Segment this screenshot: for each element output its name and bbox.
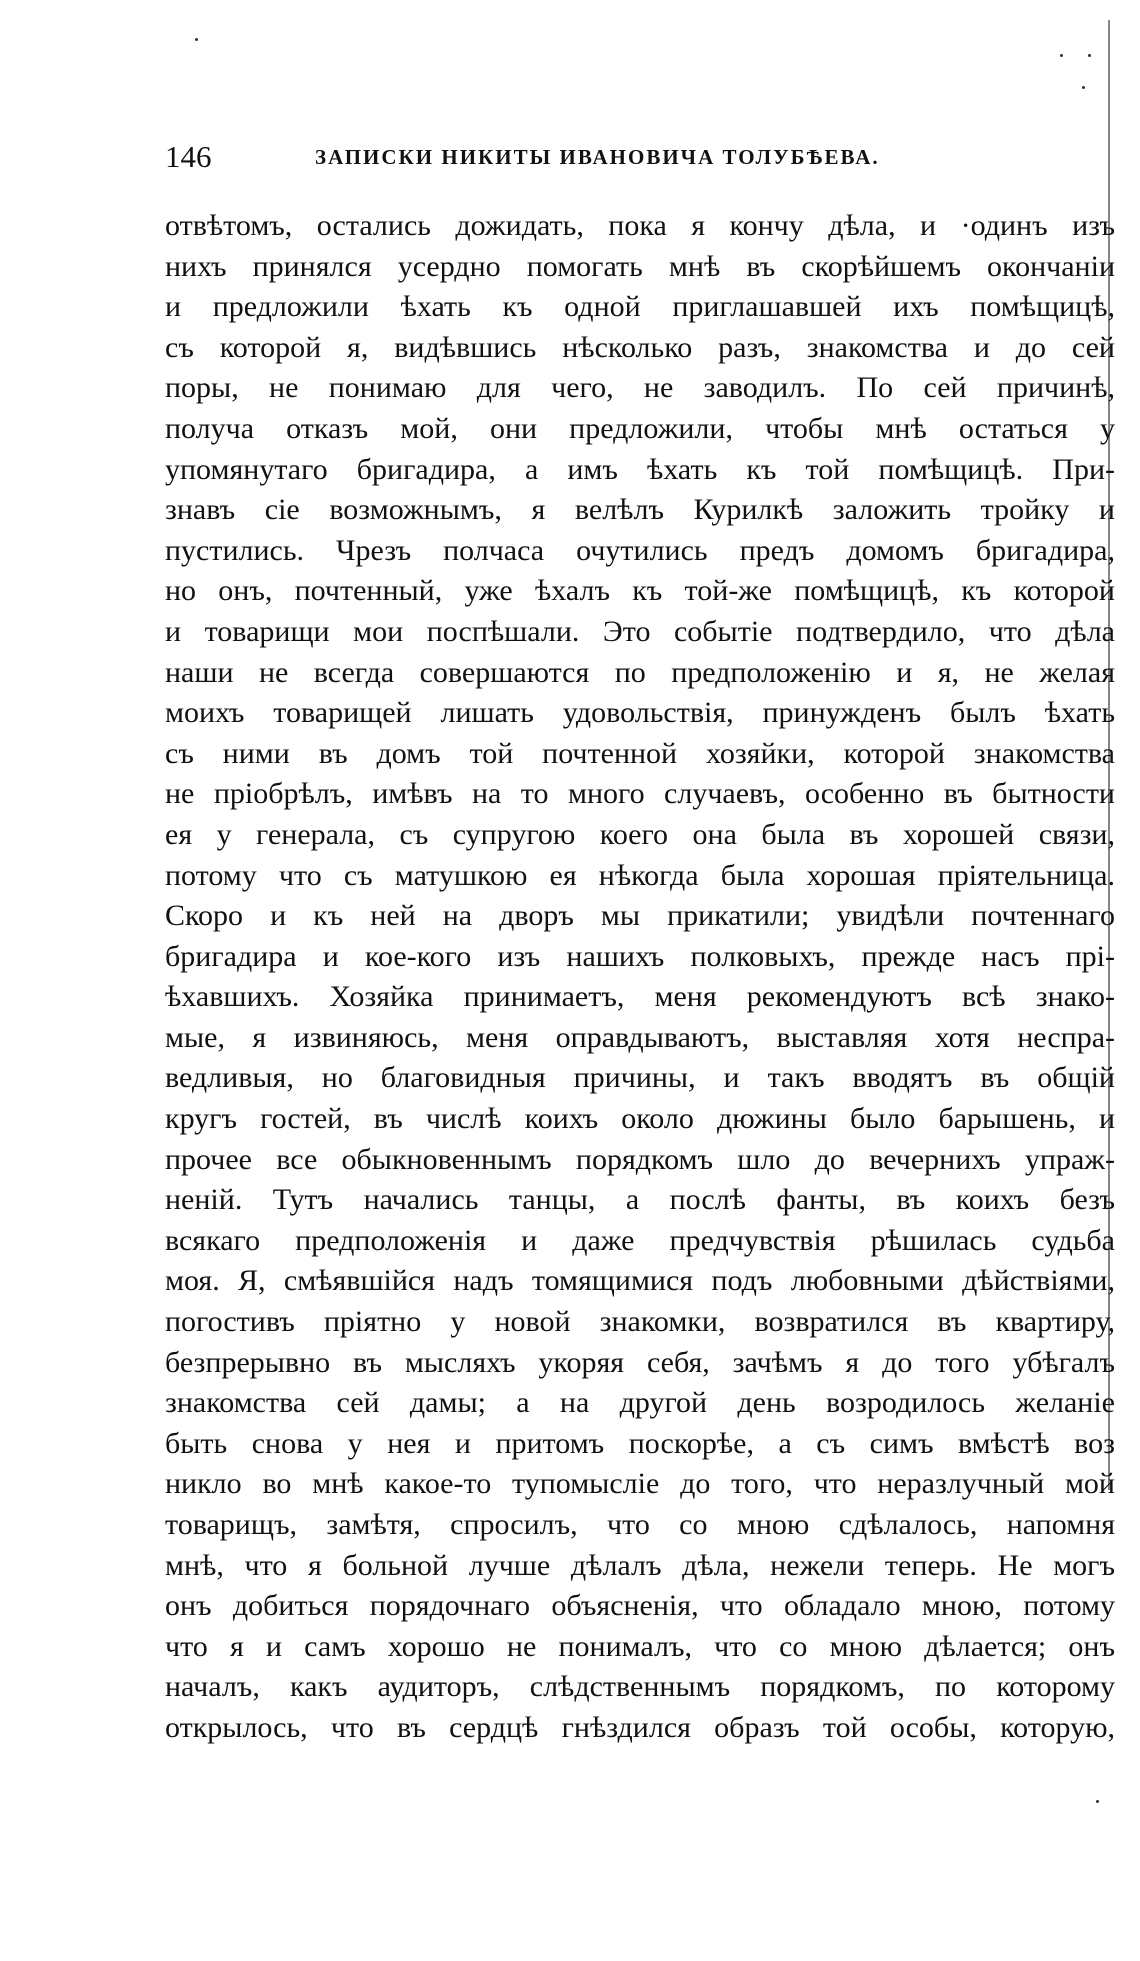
text-line: упомянутаго бригадира, а имъ ѣхать къ той помѣщицѣ. При- [165, 452, 1115, 486]
text-line: моихъ товарищей лишать удовольствія, принужденъ былъ ѣхать [165, 696, 1115, 730]
text-line: ѣхавшихъ. Хозяйка принимаетъ, меня рекомендуютъ всѣ знако- [165, 980, 1115, 1014]
text-line: не пріобрѣлъ, имѣвъ на то много случаевъ, особенно въ бытности [165, 777, 1115, 811]
text-line: отвѣтомъ, остались дожидать, пока я кончу дѣла, и ·одинъ изъ [165, 209, 1115, 242]
text-line: открылось, что въ сердцѣ гнѣздился образъ той особы, которую, [165, 1710, 1115, 1744]
text-line: товарищъ, замѣтя, спросилъ, что со мною сдѣлалось, напомня [165, 1508, 1115, 1541]
text-line: прочее все обыкновеннымъ порядкомъ шло до вечернихъ упраж- [165, 1142, 1115, 1176]
text-line: и предложили ѣхать къ одной приглашавшей ихъ помѣщицѣ, [165, 290, 1115, 324]
print-speck [195, 38, 198, 41]
text-line: никло во мнѣ какое-то тупомысліе до того, что неразлучный мой [165, 1467, 1115, 1501]
text-line: и товарищи мои поспѣшали. Это событіе подтвердило, что дѣла [165, 614, 1115, 648]
page-number: 146 [165, 139, 212, 174]
text-line: съ которой я, видѣвшись нѣсколько разъ, знакомства и до сей [165, 330, 1115, 364]
print-speck [1060, 54, 1063, 57]
text-line: получа отказъ мой, они предложили, чтобы мнѣ остаться у [165, 411, 1115, 445]
text-line: но онъ, почтенный, уже ѣхалъ къ той-же помѣщицѣ, къ которой [165, 574, 1115, 608]
text-line: бригадира и кое-кого изъ нашихъ полковыхъ, прежде насъ прі- [165, 939, 1115, 973]
running-title: ЗАПИСКИ НИКИТЫ ИВАНОВИЧА ТОЛУБѢЕВА. [315, 145, 880, 169]
text-line: знакомства сей дамы; а на другой день возродилось желаніе [165, 1386, 1115, 1420]
text-line: Скоро и къ ней на дворъ мы прикатили; увидѣли почтеннаго [165, 899, 1115, 933]
text-line: мые, я извиняюсь, меня оправдываютъ, выставляя хотя неспра- [165, 1020, 1115, 1054]
text-line: ея у генерала, съ супругою коего она была въ хорошей связи, [165, 817, 1115, 851]
text-line: нихъ принялся усердно помогать мнѣ въ скорѣйшемъ окончаніи [165, 249, 1115, 283]
text-line: что я и самъ хорошо не понималъ, что со мною дѣлается; онъ [165, 1629, 1115, 1663]
text-line: ведливыя, но благовидныя причины, и такъ вводятъ въ общій [165, 1061, 1115, 1095]
text-line: мнѣ, что я больной лучше дѣлалъ дѣла, нежели теперь. Не могъ [165, 1548, 1115, 1582]
print-speck [1088, 54, 1091, 57]
body-text [165, 206, 1115, 1749]
print-speck [1082, 86, 1085, 89]
text-line: началъ, какъ аудиторъ, слѣдственнымъ порядкомъ, по которому [165, 1670, 1115, 1704]
print-speck [1096, 1800, 1099, 1803]
text-line: быть снова у нея и притомъ поскорѣе, а съ симъ вмѣстѣ воз [165, 1426, 1115, 1460]
text-line: всякаго предположенія и даже предчувствія рѣшилась судьба [165, 1223, 1115, 1257]
text-line: погостивъ пріятно у новой знакомки, возвратился въ квартиру, [165, 1305, 1115, 1339]
text-line: съ ними въ домъ той почтенной хозяйки, которой знакомства [165, 736, 1115, 770]
text-line: пустились. Чрезъ полчаса очутились предъ домомъ бригадира, [165, 533, 1115, 567]
text-line: наши не всегда совершаются по предположенію и я, не желая [165, 655, 1115, 689]
text-line: кругъ гостей, въ числѣ коихъ около дюжины было барышень, и [165, 1102, 1115, 1136]
text-line: моя. Я, смѣявшійся надъ томящимися подъ любовными дѣйствіями, [165, 1264, 1115, 1298]
page-header [165, 136, 1045, 178]
text-line: поры, не понимаю для чего, не заводилъ. По сей причинѣ, [165, 371, 1115, 405]
text-line: онъ добиться порядочнаго объясненія, что обладало мною, потому [165, 1589, 1115, 1623]
text-line: неній. Тутъ начались танцы, а послѣ фанты, въ коихъ безъ [165, 1183, 1115, 1217]
text-line: безпрерывно въ мысляхъ укоряя себя, зачѣмъ я до того убѣгалъ [165, 1345, 1115, 1379]
text-line: знавъ сіе возможнымъ, я велѣлъ Курилкѣ заложить тройку и [165, 493, 1115, 527]
text-line: потому что съ матушкою ея нѣкогда была хорошая пріятельница. [165, 858, 1115, 892]
